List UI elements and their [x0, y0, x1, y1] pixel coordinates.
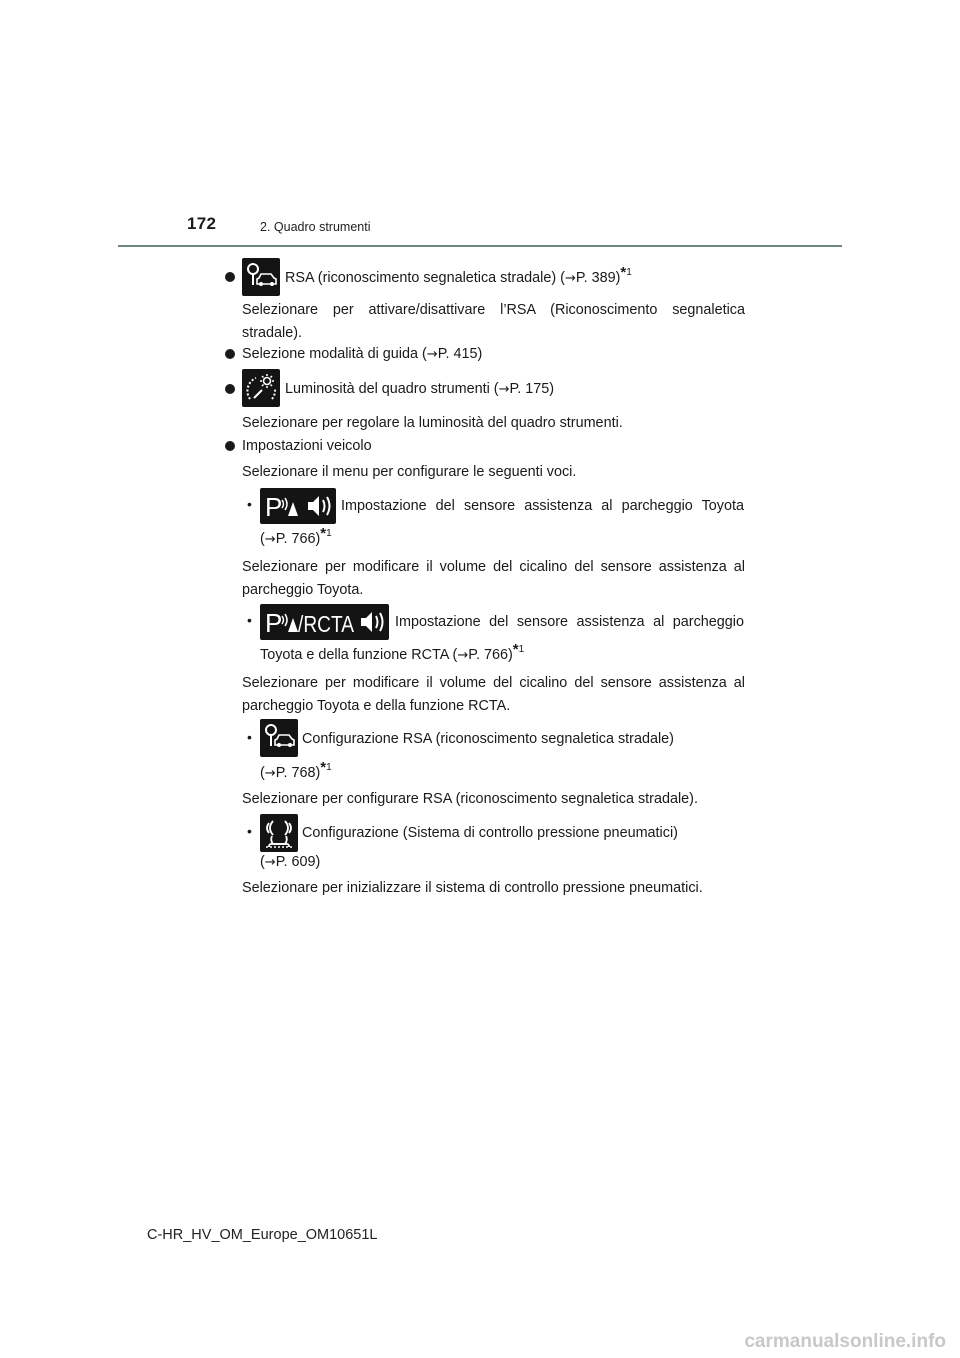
sub-bullet: • [247, 823, 252, 839]
vehicle-settings-description: Selezionare il menu per configurare le seguenti voci. [242, 464, 577, 480]
section-title: 2. Quadro strumenti [260, 220, 371, 234]
sub-bullet: • [247, 612, 252, 628]
arrow-icon: → [564, 271, 576, 286]
rcta-label: /RCTA [298, 611, 355, 637]
parking-rcta-title-line1: Impostazione del sensore assistenza al parcheggio [395, 614, 744, 630]
parking-description: Selezionare per modificare il volume del cicalino del sensore assistenza al parcheggio Toyota. [242, 559, 745, 598]
arrow-icon: → [264, 766, 276, 781]
tpws-description: Selezionare per inizializzare il sistema di controllo pressione pneumatici. [242, 880, 703, 896]
rsa-config-description: Selezionare per configurare RSA (riconoscimento segnaletica stradale). [242, 791, 698, 807]
page-number: 172 [187, 214, 217, 233]
arrow-icon: → [264, 532, 276, 547]
tpws-title: Configurazione (Sistema di controllo pressione pneumatici) [302, 825, 678, 841]
rsa-title: RSA (riconoscimento segnaletica stradale) (→P. 389)$^{*1}$ [285, 264, 632, 286]
parking-rcta-description: Selezionare per modificare il volume del cicalino del sensore assistenza al parcheggio Toyota e della funzione RCTA. [242, 675, 745, 714]
arrow-icon: → [457, 648, 469, 663]
watermark: carmanualsonline.info [744, 1331, 946, 1352]
meter-brightness-icon [242, 369, 280, 407]
brightness-title: Luminosità del quadro strumenti (→P. 175) [285, 381, 555, 397]
rsa-config-title: Configurazione RSA (riconoscimento segnaletica stradale) [302, 731, 674, 747]
drive-mode-title: Selezione modalità di guida (→P. 415) [242, 346, 483, 362]
footnote-ref: *1 [512, 641, 525, 658]
vehicle-settings-title: Impostazioni veicolo [242, 438, 372, 454]
footnote-ref: *1 [320, 525, 332, 542]
arrow-icon: → [426, 347, 438, 362]
rsa-config-ref: (→P. 768)$^{*1}$ [260, 759, 332, 781]
header-divider [118, 245, 842, 247]
sub-bullet: • [247, 496, 252, 512]
parking-p-label: P [265, 608, 283, 638]
bullet-dot [225, 441, 235, 451]
footnote-ref: *1 [320, 759, 332, 776]
tpws-ref: (→P. 609) [260, 854, 321, 870]
parking-title-line1: Impostazione del sensore assistenza al parcheggio Toyota [341, 498, 744, 514]
bullet-dot [225, 384, 235, 394]
sub-bullet: • [247, 729, 252, 745]
bullet-dot [225, 272, 235, 282]
parking-rcta-title-line2: Toyota e della funzione RCTA (→P. 766)$^{*1}$ [260, 641, 525, 663]
parking-title-ref: (→P. 766)$^{*1}$ [260, 525, 332, 547]
tire-pressure-icon [260, 814, 298, 852]
parking-assist-buzzer-icon [260, 488, 336, 524]
road-sign-assist-icon [242, 258, 280, 296]
brightness-description: Selezionare per regolare la luminosità del quadro strumenti. [242, 415, 623, 431]
bullet-dot [225, 349, 235, 359]
parking-p-label: P [265, 492, 283, 522]
document-code: C-HR_HV_OM_Europe_OM10651L [147, 1227, 378, 1243]
rsa-description: Selezionare per attivare/disattivare l’RSA (Riconoscimento segnaletica stradale). [242, 302, 745, 341]
road-sign-assist-icon [260, 719, 298, 757]
arrow-icon: → [264, 855, 276, 870]
parking-rcta-buzzer-icon [260, 604, 389, 640]
footnote-ref: *1 [620, 264, 632, 281]
arrow-icon: → [498, 382, 510, 397]
